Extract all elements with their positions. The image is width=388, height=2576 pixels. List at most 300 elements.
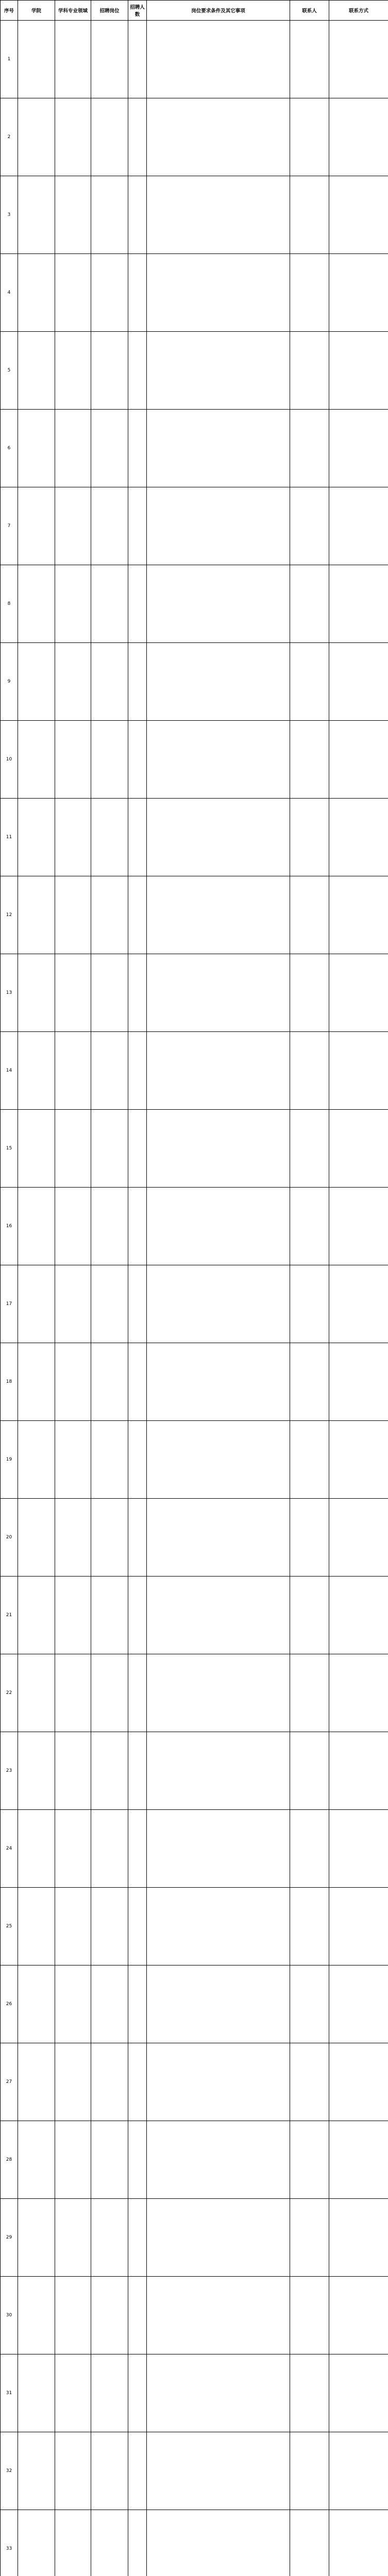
cell-position	[91, 2354, 128, 2432]
cell-discipline	[55, 565, 91, 643]
cell-phone	[329, 1265, 388, 1343]
cell-count	[128, 1499, 147, 1577]
cell-position	[91, 721, 128, 799]
cell-count	[128, 721, 147, 799]
cell-discipline	[55, 954, 91, 1032]
table-row	[1, 2121, 388, 2199]
cell-position	[91, 1110, 128, 1188]
header-discipline: 学科专业领域	[55, 1, 91, 21]
cell-requirements	[147, 799, 290, 876]
cell-requirements	[147, 254, 290, 332]
cell-requirements	[147, 876, 290, 954]
cell-count	[128, 176, 147, 254]
cell-phone	[329, 721, 388, 799]
cell-seq: 7	[1, 487, 18, 565]
cell-count	[128, 2354, 147, 2432]
cell-phone	[329, 2432, 388, 2510]
cell-seq: 4	[1, 254, 18, 332]
cell-college	[18, 2199, 55, 2277]
cell-requirements	[147, 2199, 290, 2277]
cell-requirements	[147, 1110, 290, 1188]
cell-requirements	[147, 1810, 290, 1888]
cell-college	[18, 721, 55, 799]
cell-college	[18, 2043, 55, 2121]
cell-requirements	[147, 1032, 290, 1110]
cell-phone	[329, 1888, 388, 1965]
cell-count	[128, 487, 147, 565]
cell-college	[18, 799, 55, 876]
cell-position	[91, 1810, 128, 1888]
cell-discipline	[55, 1188, 91, 1265]
cell-seq: 21	[1, 1577, 18, 1654]
table-row	[1, 1032, 388, 1110]
cell-contact	[290, 2043, 329, 2121]
cell-seq: 12	[1, 876, 18, 954]
cell-count	[128, 1032, 147, 1110]
cell-phone	[329, 1810, 388, 1888]
cell-seq: 9	[1, 643, 18, 721]
cell-contact	[290, 1421, 329, 1499]
cell-phone	[329, 410, 388, 487]
cell-college	[18, 487, 55, 565]
cell-seq: 6	[1, 410, 18, 487]
header-phone: 联系方式	[329, 1, 388, 21]
cell-seq: 22	[1, 1654, 18, 1732]
cell-phone	[329, 1032, 388, 1110]
cell-college	[18, 1732, 55, 1810]
header-seq: 序号	[1, 1, 18, 21]
cell-discipline	[55, 1654, 91, 1732]
cell-position	[91, 1654, 128, 1732]
cell-phone	[329, 876, 388, 954]
cell-seq: 29	[1, 2199, 18, 2277]
cell-count	[128, 254, 147, 332]
cell-position	[91, 1188, 128, 1265]
cell-phone	[329, 1188, 388, 1265]
table-row	[1, 721, 388, 799]
cell-count	[128, 2432, 147, 2510]
cell-college	[18, 1343, 55, 1421]
cell-contact	[290, 176, 329, 254]
cell-position	[91, 876, 128, 954]
cell-college	[18, 2354, 55, 2432]
cell-position	[91, 799, 128, 876]
table-row	[1, 1343, 388, 1421]
cell-college	[18, 1188, 55, 1265]
cell-discipline	[55, 2043, 91, 2121]
cell-count	[128, 954, 147, 1032]
table-row	[1, 1499, 388, 1577]
table-row	[1, 2199, 388, 2277]
cell-seq: 18	[1, 1343, 18, 1421]
cell-discipline	[55, 643, 91, 721]
cell-requirements	[147, 1188, 290, 1265]
cell-phone	[329, 565, 388, 643]
cell-phone	[329, 2121, 388, 2199]
cell-phone	[329, 1421, 388, 1499]
table-row	[1, 643, 388, 721]
table-row	[1, 332, 388, 410]
cell-contact	[290, 643, 329, 721]
cell-count	[128, 799, 147, 876]
cell-seq: 27	[1, 2043, 18, 2121]
cell-count	[128, 643, 147, 721]
table-row	[1, 176, 388, 254]
cell-contact	[290, 1265, 329, 1343]
cell-discipline	[55, 2199, 91, 2277]
table-row	[1, 1654, 388, 1732]
cell-phone	[329, 332, 388, 410]
cell-college	[18, 876, 55, 954]
cell-seq: 19	[1, 1421, 18, 1499]
table-row	[1, 799, 388, 876]
cell-seq: 32	[1, 2432, 18, 2510]
table-row	[1, 1188, 388, 1265]
cell-count	[128, 2277, 147, 2354]
cell-college	[18, 1810, 55, 1888]
cell-position	[91, 1577, 128, 1654]
cell-phone	[329, 2510, 388, 2576]
cell-discipline	[55, 1499, 91, 1577]
cell-seq: 23	[1, 1732, 18, 1810]
cell-college	[18, 2510, 55, 2576]
table-row	[1, 98, 388, 176]
cell-college	[18, 21, 55, 98]
cell-contact	[290, 1732, 329, 1810]
cell-college	[18, 1421, 55, 1499]
header-count: 招聘人数	[128, 1, 147, 21]
table-row	[1, 2277, 388, 2354]
cell-contact	[290, 1810, 329, 1888]
cell-college	[18, 1499, 55, 1577]
cell-requirements	[147, 1732, 290, 1810]
cell-phone	[329, 254, 388, 332]
cell-count	[128, 332, 147, 410]
cell-phone	[329, 1499, 388, 1577]
cell-requirements	[147, 1965, 290, 2043]
cell-contact	[290, 1032, 329, 1110]
cell-position	[91, 1732, 128, 1810]
cell-seq: 28	[1, 2121, 18, 2199]
cell-discipline	[55, 254, 91, 332]
cell-count	[128, 1732, 147, 1810]
cell-count	[128, 1265, 147, 1343]
cell-seq: 33	[1, 2510, 18, 2576]
cell-seq: 17	[1, 1265, 18, 1343]
cell-phone	[329, 1577, 388, 1654]
table-row	[1, 1965, 388, 2043]
cell-count	[128, 2510, 147, 2576]
cell-discipline	[55, 1110, 91, 1188]
cell-count	[128, 1810, 147, 1888]
cell-contact	[290, 721, 329, 799]
table-row	[1, 1888, 388, 1965]
cell-position	[91, 2043, 128, 2121]
cell-count	[128, 1188, 147, 1265]
cell-discipline	[55, 799, 91, 876]
table-row	[1, 487, 388, 565]
table-row	[1, 1810, 388, 1888]
cell-count	[128, 410, 147, 487]
table-row	[1, 2432, 388, 2510]
cell-contact	[290, 2432, 329, 2510]
cell-college	[18, 1888, 55, 1965]
cell-college	[18, 176, 55, 254]
table-row	[1, 2510, 388, 2576]
table-row	[1, 1265, 388, 1343]
cell-seq: 2	[1, 98, 18, 176]
header-contact: 联系人	[290, 1, 329, 21]
cell-position	[91, 176, 128, 254]
cell-college	[18, 98, 55, 176]
cell-discipline	[55, 1577, 91, 1654]
cell-college	[18, 410, 55, 487]
header-row	[1, 1, 388, 21]
table-row	[1, 1421, 388, 1499]
table-row	[1, 1110, 388, 1188]
cell-college	[18, 954, 55, 1032]
cell-contact	[290, 1577, 329, 1654]
cell-seq: 10	[1, 721, 18, 799]
cell-seq: 14	[1, 1032, 18, 1110]
cell-college	[18, 2121, 55, 2199]
cell-requirements	[147, 2432, 290, 2510]
cell-college	[18, 332, 55, 410]
cell-seq: 15	[1, 1110, 18, 1188]
cell-discipline	[55, 2510, 91, 2576]
cell-college	[18, 1577, 55, 1654]
cell-requirements	[147, 954, 290, 1032]
cell-college	[18, 254, 55, 332]
cell-count	[128, 2199, 147, 2277]
cell-requirements	[147, 1499, 290, 1577]
cell-position	[91, 410, 128, 487]
cell-position	[91, 1265, 128, 1343]
table-row	[1, 21, 388, 98]
cell-contact	[290, 1888, 329, 1965]
cell-requirements	[147, 1654, 290, 1732]
table-row	[1, 1577, 388, 1654]
cell-phone	[329, 21, 388, 98]
cell-requirements	[147, 565, 290, 643]
cell-count	[128, 98, 147, 176]
cell-college	[18, 1965, 55, 2043]
header-position: 招聘岗位	[91, 1, 128, 21]
cell-contact	[290, 876, 329, 954]
cell-phone	[329, 176, 388, 254]
cell-phone	[329, 1343, 388, 1421]
cell-contact	[290, 1965, 329, 2043]
cell-seq: 3	[1, 176, 18, 254]
cell-discipline	[55, 410, 91, 487]
cell-requirements	[147, 487, 290, 565]
cell-phone	[329, 1654, 388, 1732]
cell-seq: 24	[1, 1810, 18, 1888]
cell-requirements	[147, 1888, 290, 1965]
cell-seq: 25	[1, 1888, 18, 1965]
cell-contact	[290, 1188, 329, 1265]
cell-phone	[329, 1965, 388, 2043]
cell-seq: 30	[1, 2277, 18, 2354]
cell-count	[128, 1654, 147, 1732]
cell-count	[128, 876, 147, 954]
cell-discipline	[55, 1421, 91, 1499]
cell-position	[91, 1421, 128, 1499]
cell-count	[128, 2043, 147, 2121]
cell-seq: 8	[1, 565, 18, 643]
cell-seq: 13	[1, 954, 18, 1032]
cell-contact	[290, 2510, 329, 2576]
cell-requirements	[147, 1577, 290, 1654]
cell-requirements	[147, 1421, 290, 1499]
cell-count	[128, 565, 147, 643]
cell-discipline	[55, 2432, 91, 2510]
cell-contact	[290, 2121, 329, 2199]
cell-contact	[290, 2277, 329, 2354]
cell-position	[91, 254, 128, 332]
cell-discipline	[55, 487, 91, 565]
cell-requirements	[147, 1343, 290, 1421]
cell-position	[91, 487, 128, 565]
cell-count	[128, 1888, 147, 1965]
cell-discipline	[55, 1965, 91, 2043]
cell-position	[91, 1499, 128, 1577]
cell-seq: 1	[1, 21, 18, 98]
cell-contact	[290, 565, 329, 643]
cell-position	[91, 954, 128, 1032]
cell-requirements	[147, 2043, 290, 2121]
table-row	[1, 2354, 388, 2432]
cell-phone	[329, 487, 388, 565]
cell-discipline	[55, 876, 91, 954]
cell-phone	[329, 799, 388, 876]
cell-requirements	[147, 2510, 290, 2576]
table-row	[1, 2043, 388, 2121]
table-body	[1, 21, 388, 2576]
cell-college	[18, 1265, 55, 1343]
header-requirements: 岗位要求条件及其它事项	[147, 1, 290, 21]
cell-discipline	[55, 2277, 91, 2354]
cell-contact	[290, 799, 329, 876]
cell-count	[128, 1421, 147, 1499]
cell-college	[18, 2277, 55, 2354]
cell-count	[128, 2121, 147, 2199]
cell-position	[91, 1032, 128, 1110]
cell-contact	[290, 332, 329, 410]
cell-requirements	[147, 2277, 290, 2354]
header-college: 学院	[18, 1, 55, 21]
cell-phone	[329, 643, 388, 721]
cell-phone	[329, 1110, 388, 1188]
cell-college	[18, 1110, 55, 1188]
cell-discipline	[55, 721, 91, 799]
cell-seq: 16	[1, 1188, 18, 1265]
cell-requirements	[147, 176, 290, 254]
cell-seq: 5	[1, 332, 18, 410]
cell-phone	[329, 2199, 388, 2277]
cell-seq: 26	[1, 1965, 18, 2043]
cell-contact	[290, 1343, 329, 1421]
cell-phone	[329, 2354, 388, 2432]
table-row	[1, 254, 388, 332]
cell-requirements	[147, 721, 290, 799]
cell-count	[128, 21, 147, 98]
cell-requirements	[147, 2121, 290, 2199]
cell-contact	[290, 2354, 329, 2432]
cell-seq: 11	[1, 799, 18, 876]
cell-contact	[290, 1654, 329, 1732]
cell-position	[91, 1965, 128, 2043]
cell-requirements	[147, 98, 290, 176]
cell-position	[91, 21, 128, 98]
cell-college	[18, 1032, 55, 1110]
cell-position	[91, 98, 128, 176]
cell-discipline	[55, 1732, 91, 1810]
cell-discipline	[55, 1888, 91, 1965]
cell-requirements	[147, 410, 290, 487]
cell-position	[91, 2432, 128, 2510]
cell-count	[128, 1577, 147, 1654]
cell-contact	[290, 2199, 329, 2277]
cell-contact	[290, 410, 329, 487]
cell-college	[18, 565, 55, 643]
cell-discipline	[55, 1265, 91, 1343]
cell-contact	[290, 1110, 329, 1188]
cell-requirements	[147, 1265, 290, 1343]
cell-count	[128, 1343, 147, 1421]
cell-position	[91, 2277, 128, 2354]
table-row	[1, 954, 388, 1032]
cell-discipline	[55, 2354, 91, 2432]
cell-college	[18, 643, 55, 721]
table-row	[1, 565, 388, 643]
cell-contact	[290, 1499, 329, 1577]
cell-contact	[290, 954, 329, 1032]
cell-discipline	[55, 1810, 91, 1888]
table-row	[1, 410, 388, 487]
cell-discipline	[55, 98, 91, 176]
cell-phone	[329, 2043, 388, 2121]
cell-count	[128, 1110, 147, 1188]
cell-position	[91, 1343, 128, 1421]
cell-position	[91, 2199, 128, 2277]
cell-discipline	[55, 21, 91, 98]
cell-requirements	[147, 21, 290, 98]
cell-discipline	[55, 1032, 91, 1110]
cell-phone	[329, 98, 388, 176]
cell-contact	[290, 487, 329, 565]
cell-contact	[290, 98, 329, 176]
cell-requirements	[147, 643, 290, 721]
cell-phone	[329, 954, 388, 1032]
cell-phone	[329, 2277, 388, 2354]
cell-discipline	[55, 2121, 91, 2199]
cell-seq: 31	[1, 2354, 18, 2432]
cell-contact	[290, 254, 329, 332]
cell-position	[91, 643, 128, 721]
cell-contact	[290, 21, 329, 98]
cell-requirements	[147, 2354, 290, 2432]
cell-discipline	[55, 176, 91, 254]
cell-requirements	[147, 332, 290, 410]
cell-college	[18, 2432, 55, 2510]
cell-discipline	[55, 1343, 91, 1421]
cell-position	[91, 565, 128, 643]
cell-college	[18, 1654, 55, 1732]
table-row	[1, 1732, 388, 1810]
cell-phone	[329, 1732, 388, 1810]
table-row	[1, 876, 388, 954]
